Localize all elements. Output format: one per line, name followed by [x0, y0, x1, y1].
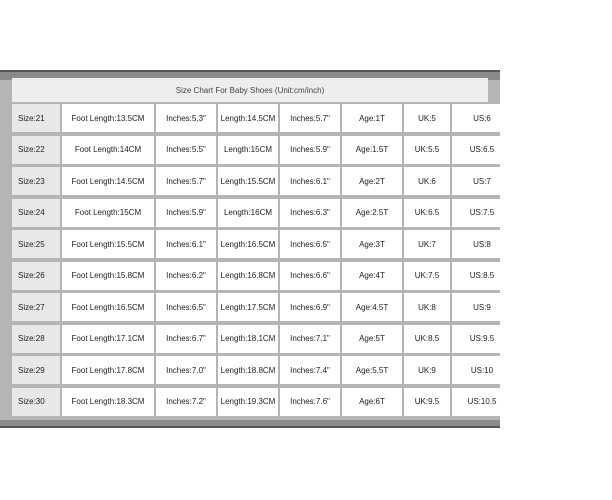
length-cell: Length:15CM	[218, 136, 278, 164]
length-inches-cell: Inches:5.7"	[280, 104, 340, 132]
uk-cell: UK:8.5	[404, 325, 450, 353]
age-cell: Age:1.5T	[342, 136, 402, 164]
foot-length-cell: Foot Length:18.3CM	[62, 388, 154, 416]
size-cell: Size:30	[12, 388, 60, 416]
length-inches-cell: Inches:6.6"	[280, 262, 340, 290]
uk-cell: UK:9.5	[404, 388, 450, 416]
size-cell: Size:27	[12, 293, 60, 321]
size-cell: Size:25	[12, 230, 60, 258]
us-cell: US:8.5	[452, 262, 512, 290]
uk-cell: UK:5	[404, 104, 450, 132]
length-cell: Length:18.8CM	[218, 356, 278, 384]
us-cell: US:10.5	[452, 388, 512, 416]
us-cell: US:6	[452, 104, 512, 132]
length-cell: Length:16.8CM	[218, 262, 278, 290]
length-cell: Length:16CM	[218, 199, 278, 227]
length-cell: Length:16.5CM	[218, 230, 278, 258]
length-cell: Length:18.1CM	[218, 325, 278, 353]
length-cell: Length:19.3CM	[218, 388, 278, 416]
table-row	[12, 136, 612, 164]
length-inches-cell: Inches:6.5"	[280, 230, 340, 258]
table-row	[12, 325, 612, 353]
us-cell: US:8	[452, 230, 512, 258]
age-cell: Age:2.5T	[342, 199, 402, 227]
size-cell: Size:21	[12, 104, 60, 132]
table-row	[12, 199, 612, 227]
foot-inches-cell: Inches:6.5"	[156, 293, 216, 321]
age-cell: Age:2T	[342, 167, 402, 195]
length-inches-cell: Inches:7.6"	[280, 388, 340, 416]
table-row	[12, 230, 612, 258]
us-cell: US:9.5	[452, 325, 512, 353]
foot-length-cell: Foot Length:17.8CM	[62, 356, 154, 384]
size-cell: Size:24	[12, 199, 60, 227]
foot-inches-cell: Inches:6.7"	[156, 325, 216, 353]
foot-length-cell: Foot Length:15.5CM	[62, 230, 154, 258]
length-inches-cell: Inches:5.9"	[280, 136, 340, 164]
age-cell: Age:5.5T	[342, 356, 402, 384]
length-inches-cell: Inches:6.1"	[280, 167, 340, 195]
uk-cell: UK:7.5	[404, 262, 450, 290]
foot-length-cell: Foot Length:16.5CM	[62, 293, 154, 321]
foot-inches-cell: Inches:7.0"	[156, 356, 216, 384]
length-cell: Length:17.5CM	[218, 293, 278, 321]
foot-inches-cell: Inches:7.2"	[156, 388, 216, 416]
length-cell: Length:15.5CM	[218, 167, 278, 195]
length-inches-cell: Inches:7.1"	[280, 325, 340, 353]
table-row	[12, 104, 612, 132]
foot-inches-cell: Inches:6.1"	[156, 230, 216, 258]
uk-cell: UK:8	[404, 293, 450, 321]
length-inches-cell: Inches:7.4"	[280, 356, 340, 384]
age-cell: Age:5T	[342, 325, 402, 353]
us-cell: US:9	[452, 293, 512, 321]
uk-cell: UK:9	[404, 356, 450, 384]
table-row	[12, 293, 612, 321]
foot-inches-cell: Inches:5.3"	[156, 104, 216, 132]
foot-length-cell: Foot Length:17.1CM	[62, 325, 154, 353]
uk-cell: UK:6	[404, 167, 450, 195]
length-cell: Length:14.5CM	[218, 104, 278, 132]
us-cell: US:10	[452, 356, 512, 384]
age-cell: Age:1T	[342, 104, 402, 132]
table-row	[12, 356, 612, 384]
us-cell: US:7.5	[452, 199, 512, 227]
uk-cell: UK:5.5	[404, 136, 450, 164]
chart-title: Size Chart For Baby Shoes (Unit:cm/inch)	[12, 78, 488, 102]
uk-cell: UK:7	[404, 230, 450, 258]
foot-length-cell: Foot Length:14.5CM	[62, 167, 154, 195]
foot-length-cell: Foot Length:13.5CM	[62, 104, 154, 132]
size-table	[12, 104, 497, 416]
foot-length-cell: Foot Length:15CM	[62, 199, 154, 227]
foot-inches-cell: Inches:6.2"	[156, 262, 216, 290]
length-inches-cell: Inches:6.9"	[280, 293, 340, 321]
age-cell: Age:4.5T	[342, 293, 402, 321]
table-row	[12, 167, 612, 195]
age-cell: Age:6T	[342, 388, 402, 416]
foot-length-cell: Foot Length:14CM	[62, 136, 154, 164]
length-inches-cell: Inches:6.3"	[280, 199, 340, 227]
size-cell: Size:26	[12, 262, 60, 290]
us-cell: US:7	[452, 167, 512, 195]
foot-inches-cell: Inches:5.7"	[156, 167, 216, 195]
size-cell: Size:23	[12, 167, 60, 195]
table-row	[12, 262, 612, 290]
foot-inches-cell: Inches:5.9"	[156, 199, 216, 227]
uk-cell: UK:6.5	[404, 199, 450, 227]
foot-length-cell: Foot Length:15.8CM	[62, 262, 154, 290]
age-cell: Age:4T	[342, 262, 402, 290]
size-cell: Size:22	[12, 136, 60, 164]
us-cell: US:6.5	[452, 136, 512, 164]
size-cell: Size:28	[12, 325, 60, 353]
table-row	[12, 388, 612, 416]
age-cell: Age:3T	[342, 230, 402, 258]
foot-inches-cell: Inches:5.5"	[156, 136, 216, 164]
size-cell: Size:29	[12, 356, 60, 384]
